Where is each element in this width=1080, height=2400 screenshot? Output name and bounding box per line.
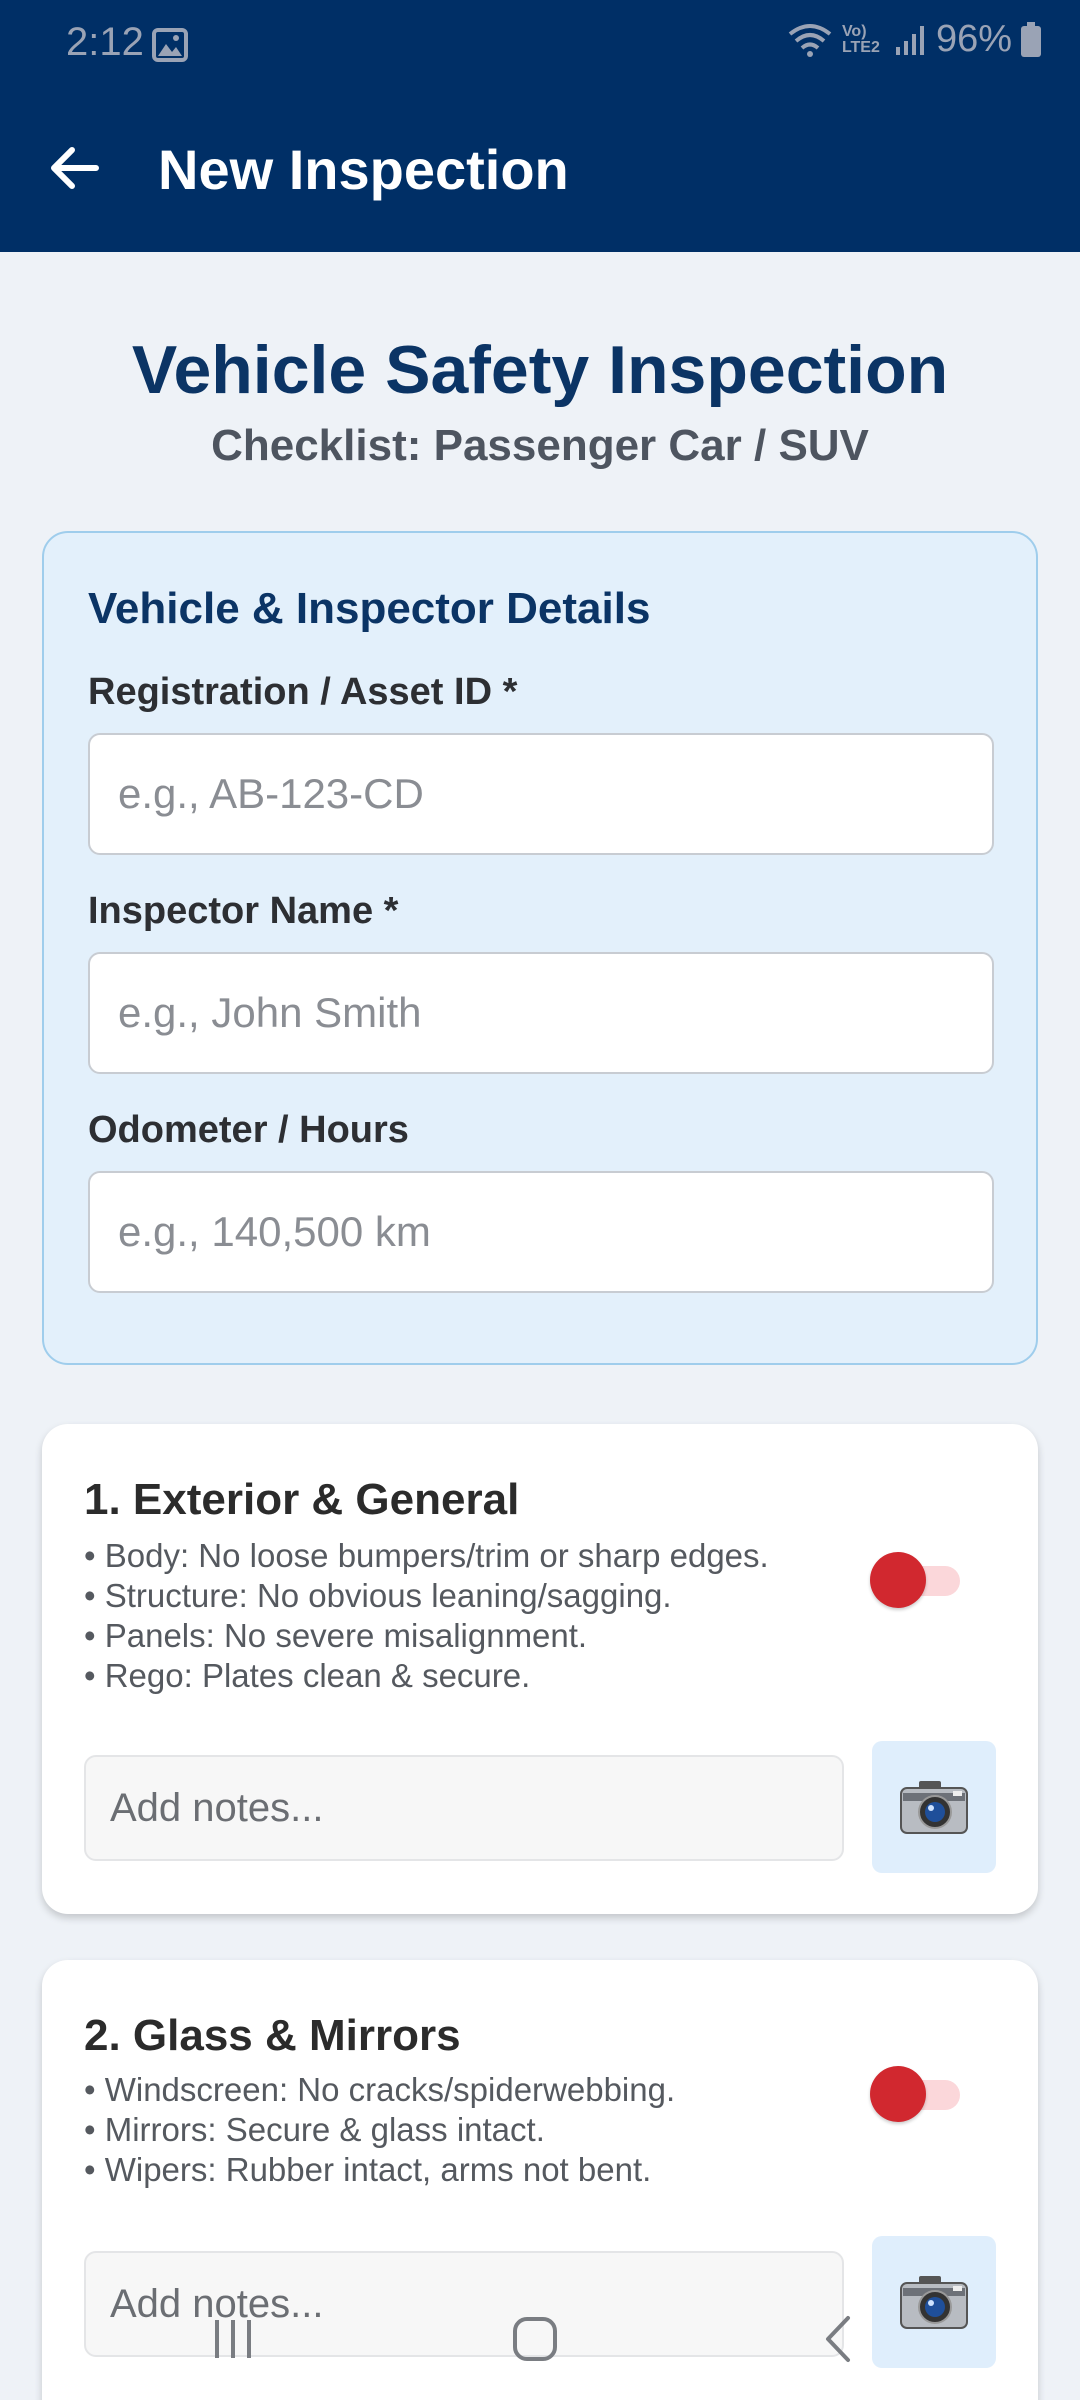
- gallery-icon: [152, 28, 188, 62]
- details-title: Vehicle & Inspector Details: [88, 584, 651, 633]
- recents-button[interactable]: [188, 2304, 278, 2374]
- registration-input[interactable]: [88, 733, 994, 855]
- system-back-button[interactable]: [792, 2304, 882, 2374]
- camera-icon: [899, 1779, 969, 1835]
- checklist-item: • Body: No loose bumpers/trim or sharp edges.: [84, 1537, 769, 1574]
- wifi-icon: [786, 22, 834, 58]
- checklist-items: [84, 2070, 675, 2190]
- recents-icon: [209, 2316, 257, 2362]
- battery-percent: 96%: [935, 18, 1012, 60]
- section-title: 1. Exterior & General: [84, 1475, 520, 1524]
- section-card-exterior: [42, 1424, 1038, 1914]
- battery-icon: [1020, 22, 1042, 58]
- odometer-label: Odometer / Hours: [88, 1109, 409, 1151]
- inspector-name-label: Inspector Name *: [88, 890, 399, 932]
- checklist-item: • Mirrors: Secure & glass intact.: [84, 2111, 545, 2148]
- section-title: 2. Glass & Mirrors: [84, 2011, 461, 2060]
- checklist-items: [84, 1536, 769, 1696]
- app-bar: [0, 88, 1080, 252]
- status-time: 2:12: [66, 20, 144, 64]
- notes-input[interactable]: [84, 1755, 844, 1861]
- inspector-name-input[interactable]: [88, 952, 994, 1074]
- toggle-thumb: [870, 2066, 926, 2122]
- app-bar-title: New Inspection: [158, 138, 569, 201]
- status-bar: [0, 0, 1080, 88]
- pass-fail-toggle[interactable]: [870, 2066, 964, 2122]
- arrow-left-icon: [48, 146, 100, 190]
- page-title: Vehicle Safety Inspection: [131, 332, 949, 408]
- details-panel: [42, 531, 1038, 1365]
- system-nav-bar: [0, 2290, 1080, 2400]
- page-subtitle: Checklist: Passenger Car / SUV: [211, 421, 869, 470]
- back-button[interactable]: [44, 128, 104, 208]
- status-icons: [786, 18, 1042, 61]
- home-button[interactable]: [490, 2304, 580, 2374]
- back-icon: [822, 2314, 852, 2364]
- pass-fail-toggle[interactable]: [870, 1552, 964, 1608]
- signal-icon: [894, 23, 928, 57]
- checklist-item: • Rego: Plates clean & secure.: [84, 1657, 531, 1694]
- registration-label: Registration / Asset ID *: [88, 671, 518, 713]
- add-photo-button[interactable]: [872, 1741, 996, 1873]
- odometer-input[interactable]: [88, 1171, 994, 1293]
- network-label: Vo) LTE2: [841, 22, 880, 56]
- checklist-item: • Windscreen: No cracks/spiderwebbing.: [84, 2071, 676, 2108]
- toggle-thumb: [870, 1552, 926, 1608]
- checklist-item: • Wipers: Rubber intact, arms not bent.: [84, 2151, 652, 2188]
- checklist-item: • Structure: No obvious leaning/sagging.: [84, 1577, 672, 1614]
- home-icon: [511, 2315, 559, 2363]
- checklist-item: • Panels: No severe misalignment.: [84, 1617, 588, 1654]
